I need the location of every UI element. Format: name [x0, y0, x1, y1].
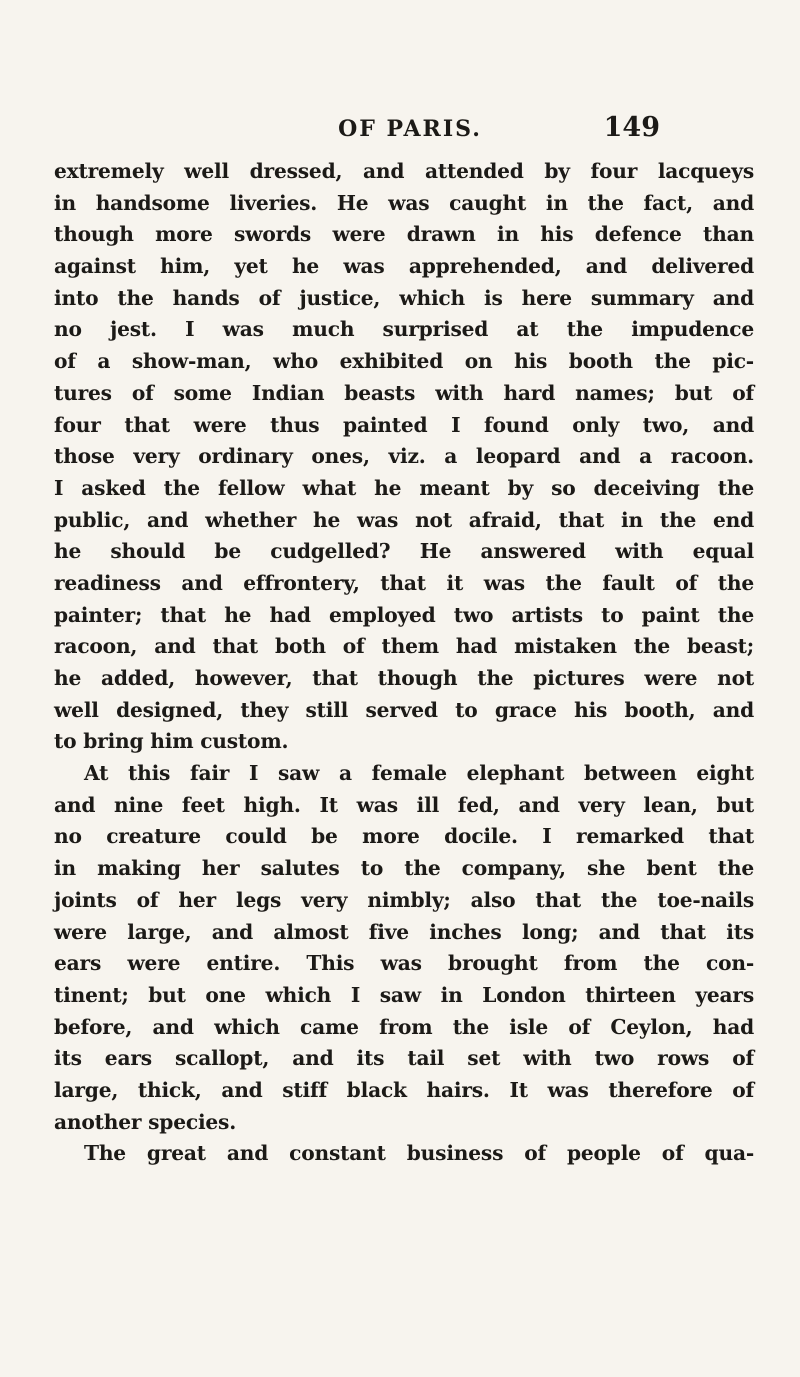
- text-line: readiness and effrontery, that it was the fault of the: [54, 570, 754, 595]
- text-line: extremely well dressed, and attended by four lacqueys: [54, 159, 754, 183]
- text-line: ears were entire. This was brought from the con-: [54, 951, 754, 976]
- text-line: and nine feet high. It was ill fed, and very lean, but: [54, 792, 754, 817]
- text-line: four that were thus painted I found only two, and: [54, 412, 754, 437]
- text-line: though more swords were drawn in his defence than: [54, 222, 754, 247]
- text-line: well designed, they still served to grace his booth, and: [54, 697, 754, 722]
- text-line: painter; that he had employed two artists to paint the: [54, 602, 754, 627]
- text-line: tinent; but one which I saw in London thirteen years: [54, 982, 754, 1007]
- text-line: I asked the fellow what he meant by so deceiving the: [54, 475, 754, 500]
- text-line: racoon, and that both of them had mistaken the beast;: [54, 634, 754, 659]
- text-line: he added, however, that though the pictures were not: [54, 666, 754, 690]
- text-line: public, and whether he was not afraid, that in the end: [54, 507, 754, 532]
- text-line: in handsome liveries. He was caught in the fact, and: [54, 190, 754, 215]
- paragraph-start-line: The great and constant business of people of qua-: [84, 1141, 754, 1166]
- text-line: before, and which came from the isle of Ceylon, had: [54, 1014, 754, 1039]
- text-line: he should be cudgelled? He answered with equal: [54, 539, 754, 564]
- text-line: joints of her legs very nimbly; also that the toe-nails: [54, 887, 754, 912]
- body-text: [54, 156, 754, 1170]
- text-line: were large, and almost five inches long; and that its: [54, 919, 754, 944]
- text-line: large, thick, and stiff black hairs. It was therefore of: [54, 1077, 754, 1102]
- text-line: to bring him custom.: [54, 729, 289, 754]
- text-line: of a show-man, who exhibited on his booth the pic-: [54, 349, 754, 374]
- text-line: no creature could be more docile. I remarked that: [54, 824, 754, 849]
- running-head: [60, 112, 740, 146]
- paragraph-start-line: At this fair I saw a female elephant between eight: [84, 761, 754, 786]
- text-line: those very ordinary ones, viz. a leopard and a racoon.: [54, 444, 754, 469]
- text-line: another species.: [54, 1109, 237, 1134]
- page-number: 149: [603, 112, 660, 143]
- text-line: tures of some Indian beasts with hard names; but of: [54, 380, 754, 405]
- running-title: OF PARIS.: [338, 116, 482, 142]
- text-line: against him, yet he was apprehended, and delivered: [54, 254, 754, 279]
- text-line: into the hands of justice, which is here summary and: [54, 285, 754, 310]
- text-line: its ears scallopt, and its tail set with two rows of: [54, 1046, 754, 1071]
- text-line: no jest. I was much surprised at the impudence: [54, 317, 754, 342]
- text-line: in making her salutes to the company, she bent the: [54, 856, 754, 881]
